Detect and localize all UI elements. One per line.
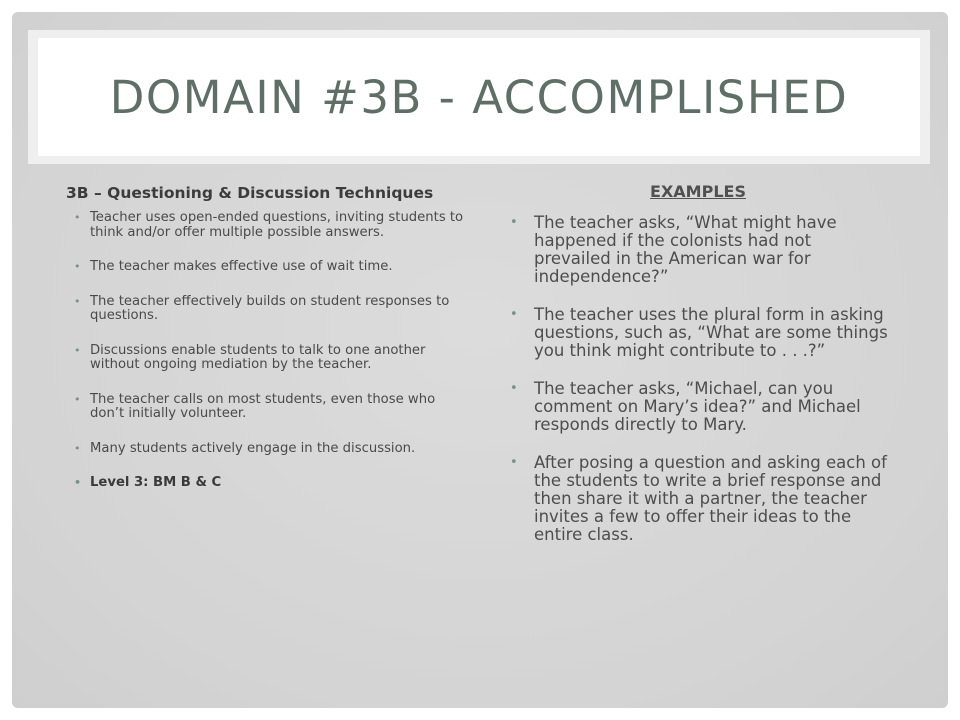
example-item <box>508 454 888 544</box>
bullet-icon: • <box>510 215 518 230</box>
bullet-icon: • <box>510 455 518 470</box>
list-item <box>66 442 466 457</box>
left-column <box>66 184 466 511</box>
title-box <box>38 38 920 156</box>
bullet-icon: • <box>74 343 81 357</box>
example-item <box>508 214 888 286</box>
examples-heading: EXAMPLES <box>650 182 746 201</box>
example-text: After posing a question and asking each of the students to write a brief response and then share it with a partner, the teacher invites a few to offer their ideas to the entire class. <box>534 453 887 544</box>
example-text: The teacher uses the plural form in asking questions, such as, “What are some things you think might contribute to . . .?” <box>534 305 888 360</box>
bullet-icon: • <box>74 441 81 455</box>
level-item <box>66 476 466 491</box>
bullet-icon: • <box>74 294 81 308</box>
list-item <box>66 260 466 275</box>
examples-list <box>508 214 888 544</box>
list-item-text: Discussions enable students to talk to one another without ongoing mediation by the teacher. <box>90 342 426 372</box>
list-item-text: Teacher uses open-ended questions, inviting students to think and/or offer multiple possible answers. <box>90 210 464 240</box>
list-item-text: The teacher effectively builds on student responses to questions. <box>90 293 450 323</box>
list-item <box>66 295 466 324</box>
list-item-text: The teacher calls on most students, even those who don’t initially volunteer. <box>90 391 436 421</box>
list-item <box>66 393 466 422</box>
right-column <box>508 182 888 564</box>
left-bullet-list <box>66 211 466 491</box>
example-text: The teacher asks, “Michael, can you comment on Mary’s idea?” and Michael responds directly to Mary. <box>534 379 861 434</box>
slide-title: DOMAIN #3B - ACCOMPLISHED <box>109 70 849 124</box>
list-item <box>66 344 466 373</box>
example-item <box>508 306 888 360</box>
bullet-icon: • <box>74 211 81 224</box>
example-item <box>508 380 888 434</box>
bullet-icon: • <box>74 260 81 273</box>
list-item-text: Many students actively engage in the discussion. <box>90 440 416 456</box>
bullet-icon: • <box>74 476 82 489</box>
left-heading: 3B – Questioning & Discussion Techniques <box>66 184 434 202</box>
list-item-text: The teacher makes effective use of wait time. <box>90 259 393 274</box>
bullet-icon: • <box>74 392 81 406</box>
bullet-icon: • <box>510 381 518 396</box>
bullet-icon: • <box>510 307 518 322</box>
example-text: The teacher asks, “What might have happened if the colonists had not prevailed in the American war for independence?” <box>534 213 837 286</box>
list-item <box>66 211 466 240</box>
level-text: Level 3: BM B & C <box>90 475 222 490</box>
